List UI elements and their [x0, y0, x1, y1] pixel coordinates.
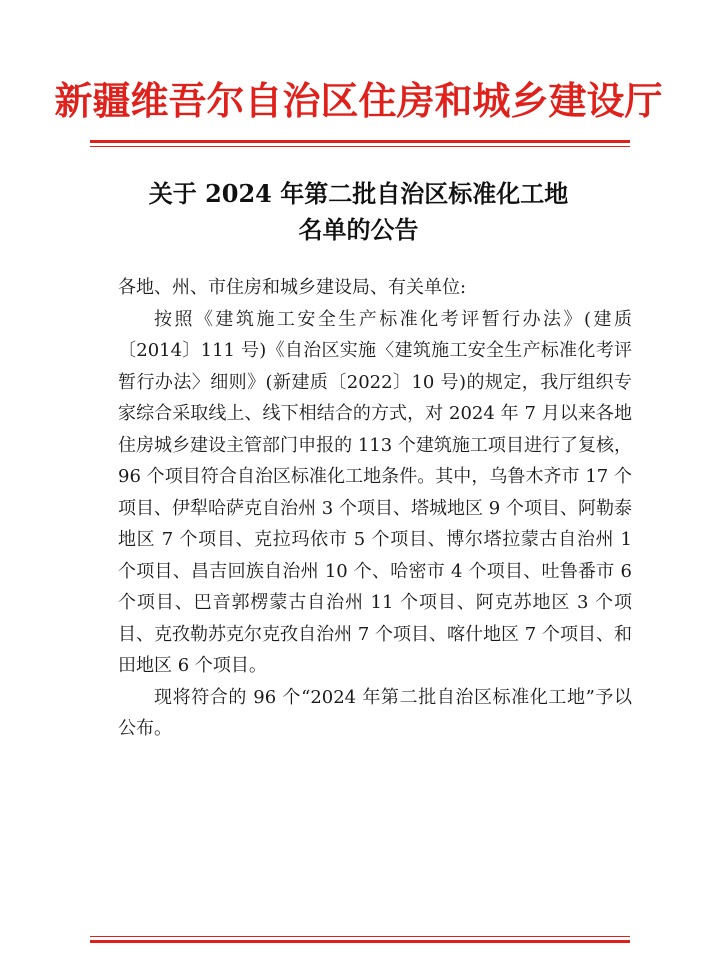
paragraph-announcement: 现将符合的 96 个“2024 年第二批自治区标准化工地”予以公布。: [118, 686, 632, 739]
document-body: [118, 272, 632, 745]
footer-rule-thick: [90, 940, 630, 943]
document-title-line2: 名单的公告: [298, 215, 419, 244]
paragraph-main: 按照《建筑施工安全生产标准化考评暂行办法》(建质〔2014〕111 号)《自治区实施〈建筑施工安全生产标准化考评暂行办法〉细则》(新建质〔2022〕10 号)的规定，我厅组织专家综合采取线上、线下相结合的方式，对 2024 年 7 月以来各地住房城乡建设主管部门申报的 113 个建筑施工项目进行了复核，96 个项目符合自治区标准化工地条件。其中，乌鲁木齐市 17 个项目、伊犁哈萨克自治州 3 个项目、塔城地区 9 个项目、阿勒泰地区 7 个项目、克拉玛依市 5 个项目、博尔塔拉蒙古自治州 1 个项目、昌吉回族自治州 10 个、哈密市 4 个项目、吐鲁番市 6 个项目、巴音郭楞蒙古自治州 11 个项目、阿克苏地区 3 个项目、克孜勒苏克尔克孜自治州 7 个项目、喀什地区 7 个项目、和田地区 6 个项目。: [118, 308, 632, 676]
document-title-line1: 关于 2024 年第二批自治区标准化工地: [148, 179, 569, 208]
header-rule-thick: [90, 140, 630, 143]
footer-rule-thin: [90, 936, 630, 937]
header-rule-thin: [90, 146, 630, 147]
agency-name-header: 新疆维吾尔自治区住房和城乡建设厅: [54, 78, 663, 123]
salutation: 各地、州、市住房和城乡建设局、有关单位:: [118, 277, 467, 298]
